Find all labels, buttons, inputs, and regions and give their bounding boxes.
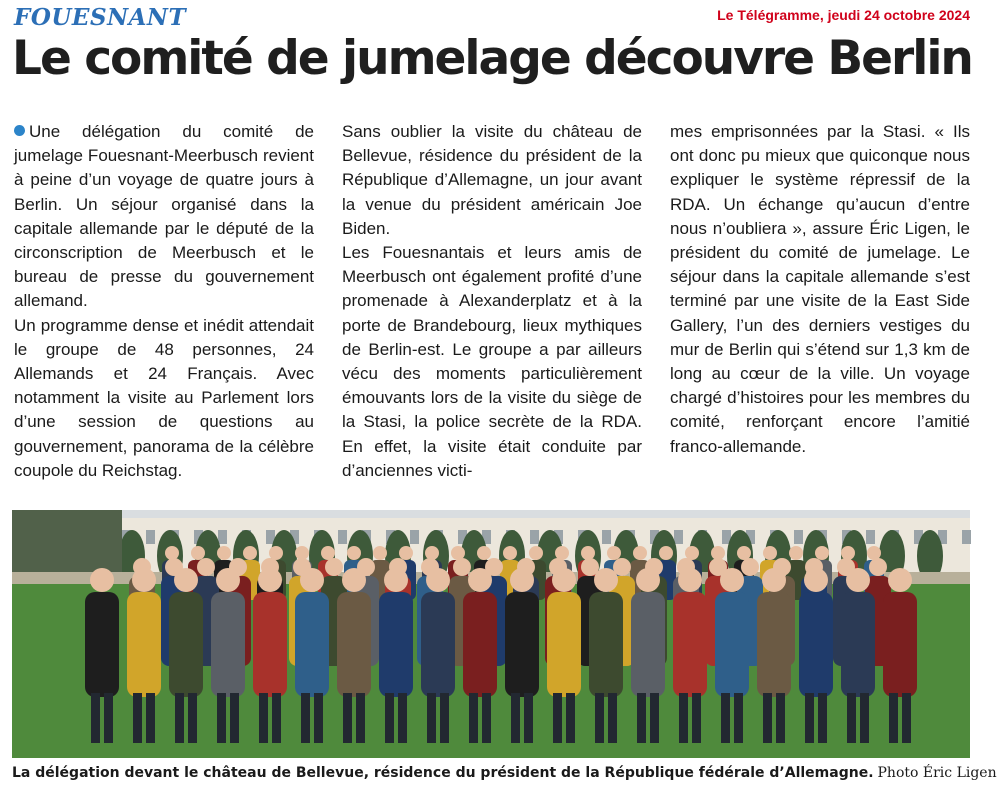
article-body xyxy=(14,120,970,483)
kicker-location: FOUESNANT xyxy=(14,4,187,31)
column-2 xyxy=(342,120,642,483)
headline: Le comité de jumelage découvre Berlin xyxy=(12,31,972,86)
group-photo xyxy=(12,510,970,758)
group-photo-illustration xyxy=(12,510,970,758)
paragraph: Un programme dense et inédit attendait le groupe de 48 personnes, 24 Allemands et 24 Français. Avec notamment la visite au Parlement lors d’une session de questions au gouvernement, panorama de la célèbre coupole du Reichstag. xyxy=(14,315,314,480)
column-3 xyxy=(670,120,970,483)
caption-text: La délégation devant le château de Bellevue, résidence du président de la République fédérale d’Allemagne. xyxy=(12,765,874,781)
source-line: Le Télégramme, jeudi 24 octobre 2024 xyxy=(717,7,970,23)
column-1 xyxy=(14,120,314,483)
paragraph: Les Fouesnantais et leurs amis de Meerbusch ont également profité d’une promenade à Alexanderplatz et à la porte de Brandebourg, lieux mythiques de Berlin-est. Le groupe a par ailleurs vécu des moments particulièrement émouvants lors de la visite du siège de la Stasi, la police secrète de la RDA. En effet, la visite était conduite par d’anciennes victi- xyxy=(342,243,642,480)
paragraph xyxy=(14,120,314,314)
paragraph: Sans oublier la visite du château de Bellevue, résidence du président de la République d’Allemagne, un jour avant la venue du président américain Joe Biden. xyxy=(342,122,642,238)
photo-caption xyxy=(12,765,997,781)
photo-credit: Photo Éric Ligen xyxy=(877,765,997,781)
paragraph-text: Une délégation du comité de jumelage Fouesnant-Meerbusch revient à peine d’un voyage de quatre jours à Berlin. Un séjour organisé dans la capitale allemande par le député de la circonscription de Meerbusch et le bureau de presse du gouvernement allemand. xyxy=(14,122,314,311)
bullet-dot-icon xyxy=(14,125,25,136)
paragraph: mes emprisonnées par la Stasi. « Ils ont donc pu mieux que quiconque nous expliquer le système répressif de la RDA. Un échange qu’aucun d’entre nous n’oubliera », assure Éric Ligen, le président du comité de jumelage. Le séjour dans la capitale allemande s’est terminé par une visite de la East Side Gallery, l’un des derniers vestiges du mur de Berlin qui s’étend sur 1,3 km de long au cœur de la ville. Un voyage chargé d’histoires pour les membres du comité, renforçant encore l’amitié franco-allemande. xyxy=(670,122,970,456)
